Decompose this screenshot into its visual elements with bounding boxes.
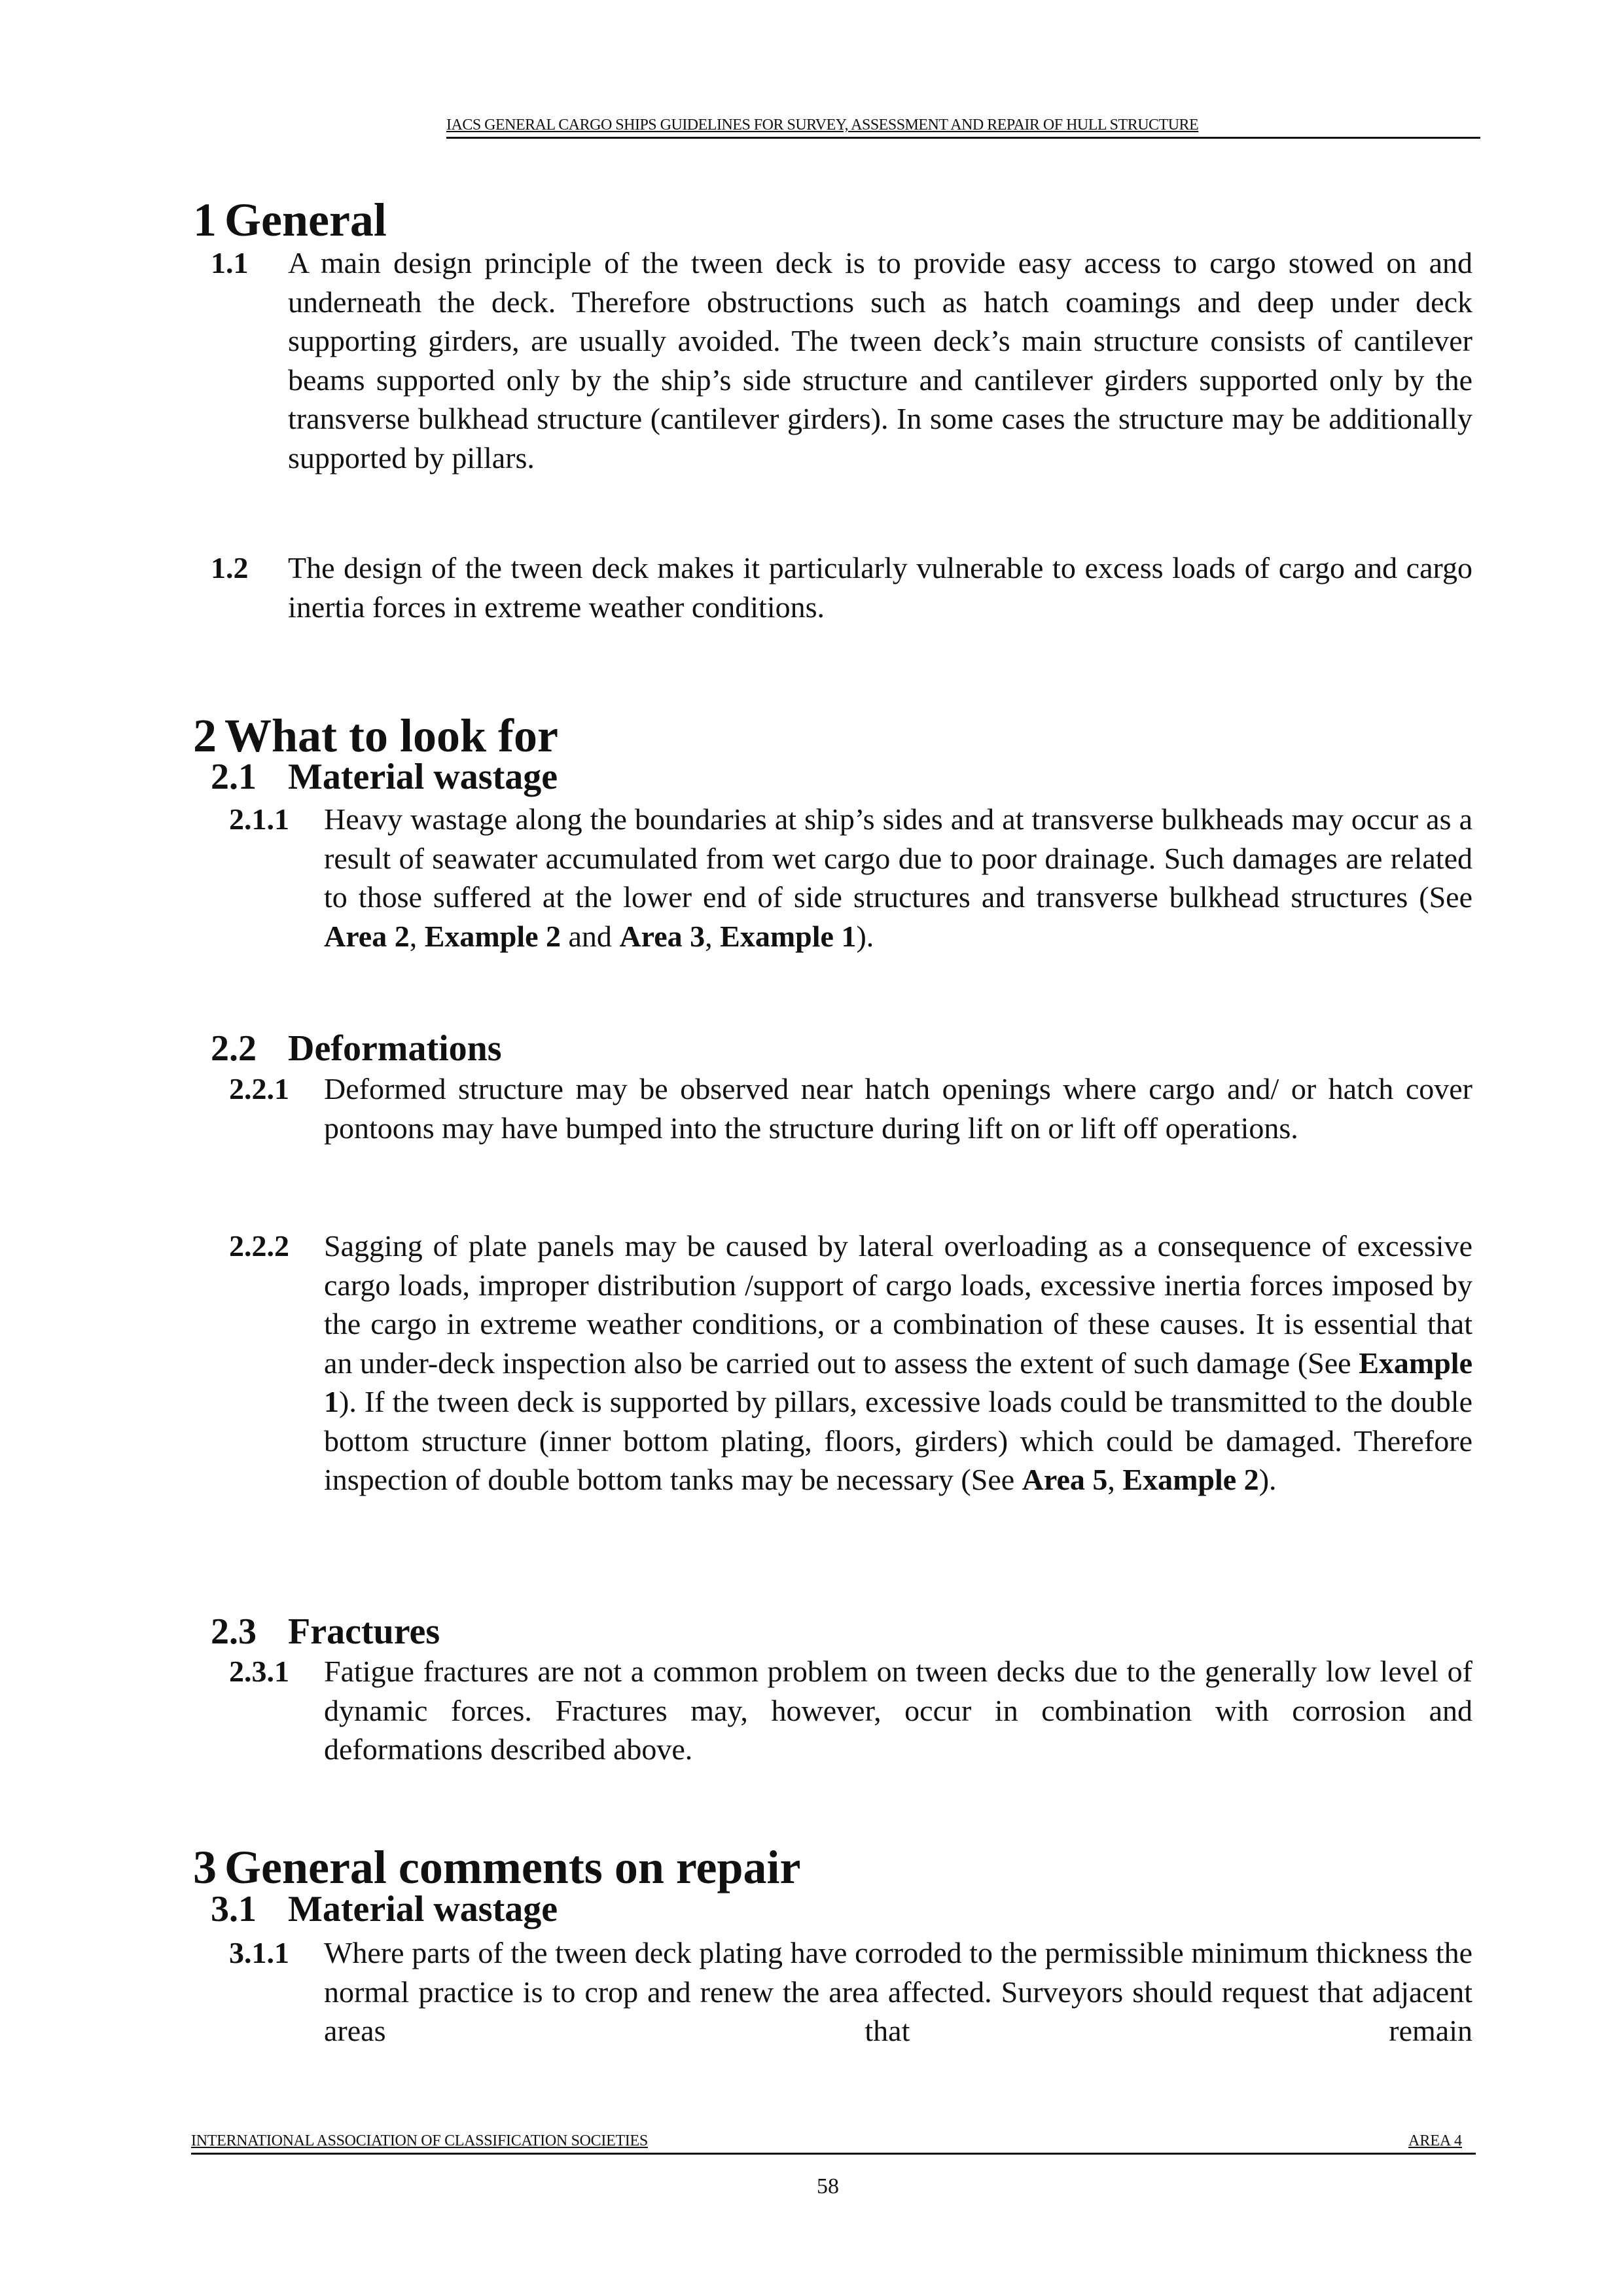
paragraph-1-2-number: 1.2 [211, 551, 249, 584]
subsection-2-2-heading [211, 1030, 502, 1067]
paragraph-2-3-1-number: 2.3.1 [229, 1655, 289, 1688]
paragraph-1-2: The design of the tween deck makes it particularly vulnerable to excess loads of cargo and cargo inertia forces in extreme weather conditions. [288, 551, 1472, 624]
subsection-2-2-number: 2.2 [211, 1028, 257, 1069]
section-1-number: 1 [193, 194, 217, 246]
paragraph-2-2-1-number: 2.2.1 [229, 1072, 289, 1105]
section-1-heading [193, 194, 387, 246]
area-3-reference: Area 3 [619, 919, 705, 953]
subsection-3-1-heading [211, 1891, 558, 1928]
section-1-title: General [224, 194, 387, 246]
example-2-reference: Example 2 [424, 919, 562, 953]
example-2-reference: Example 2 [1122, 1463, 1259, 1496]
paragraph-2-2-2-number: 2.2.2 [229, 1229, 289, 1263]
running-header: IACS GENERAL CARGO SHIPS GUIDELINES FOR SURVEY, ASSESSMENT AND REPAIR OF HULL STRUCTURE [446, 117, 1199, 134]
paragraph-2-2-2: Sagging of plate panels may be caused by lateral overloading as a consequence of excessive cargo loads, improper distribution /support of cargo loads, excessive inertia forces imposed by the cargo in extreme weather conditions, or a combination of these causes. It is essential that an under-deck inspection also be carried out to assess the extent of such damage (See Example 1). If the tween deck is supported by pillars, excessive loads could be transmitted to the double bottom structure (inner bottom plating, floors, girders) which could be damaged. Therefore inspection of double bottom tanks may be necessary (See Area 5, Example 2). [324, 1229, 1472, 1496]
paragraph-3-1-1-number: 3.1.1 [229, 1936, 289, 1969]
example-1-reference: Example 1 [324, 1346, 1472, 1418]
subsection-2-1-heading [211, 759, 558, 795]
subsection-2-3-heading [211, 1613, 440, 1650]
section-3-title: General comments on repair [224, 1841, 801, 1893]
header-rule [446, 137, 1480, 139]
subsection-2-1-number: 2.1 [211, 757, 257, 797]
section-2-heading [193, 709, 558, 762]
footer-organization: INTERNATIONAL ASSOCIATION OF CLASSIFICATION SOCIETIES [191, 2132, 648, 2149]
section-2-number: 2 [193, 709, 217, 762]
paragraph-3-1-1: Where parts of the tween deck plating have corroded to the permissible minimum thickness the normal practice is to crop and renew the area affected. Surveyors should request that adjacent areas that remain [324, 1936, 1472, 2047]
section-3-heading [193, 1841, 801, 1893]
footer-rule [191, 2153, 1476, 2155]
example-1-reference: Example 1 [720, 919, 857, 953]
section-3-number: 3 [193, 1841, 217, 1893]
subsection-2-3-number: 2.3 [211, 1611, 257, 1652]
paragraph-2-3-1: Fatigue fractures are not a common problem on tween decks due to the generally low level of dynamic forces. Fractures may, however, occur in combination with corrosion and deformations described above. [324, 1655, 1472, 1766]
subsection-2-2-title: Deformations [288, 1028, 502, 1069]
section-2-title: What to look for [224, 709, 558, 762]
paragraph-2-1-1-number: 2.1.1 [229, 802, 289, 836]
paragraph-1-1-number: 1.1 [211, 246, 249, 279]
paragraph-2-1-1: Heavy wastage along the boundaries at ship’s sides and at transverse bulkheads may occur as a result of seawater accumulated from wet cargo due to poor drainage. Such damages are related to those suffered at the lower end of side structures and transverse bulkhead structures (See Area 2, Example 2 and Area 3, Example 1). [324, 802, 1472, 953]
subsection-2-1-title: Material wastage [288, 757, 558, 797]
page-number: 58 [817, 2174, 839, 2198]
subsection-3-1-number: 3.1 [211, 1889, 257, 1929]
paragraph-1-1: A main design principle of the tween deck is to provide easy access to cargo stowed on and underneath the deck. Therefore obstructions such as hatch coamings and deep under deck supporting girders, are usually avoided. The tween deck’s main structure consists of cantilever beams supported only by the ship’s side structure and cantilever girders supported only by the transverse bulkhead structure (cantilever girders). In some cases the structure may be additionally supported by pillars. [288, 246, 1472, 475]
subsection-2-3-title: Fractures [288, 1611, 440, 1652]
footer-area: AREA 4 [1408, 2132, 1463, 2149]
area-2-reference: Area 2 [324, 919, 410, 953]
area-5-reference: Area 5 [1022, 1463, 1108, 1496]
subsection-3-1-title: Material wastage [288, 1889, 558, 1929]
paragraph-2-2-1: Deformed structure may be observed near hatch openings where cargo and/ or hatch cover pontoons may have bumped into the structure during lift on or lift off operations. [324, 1072, 1472, 1145]
